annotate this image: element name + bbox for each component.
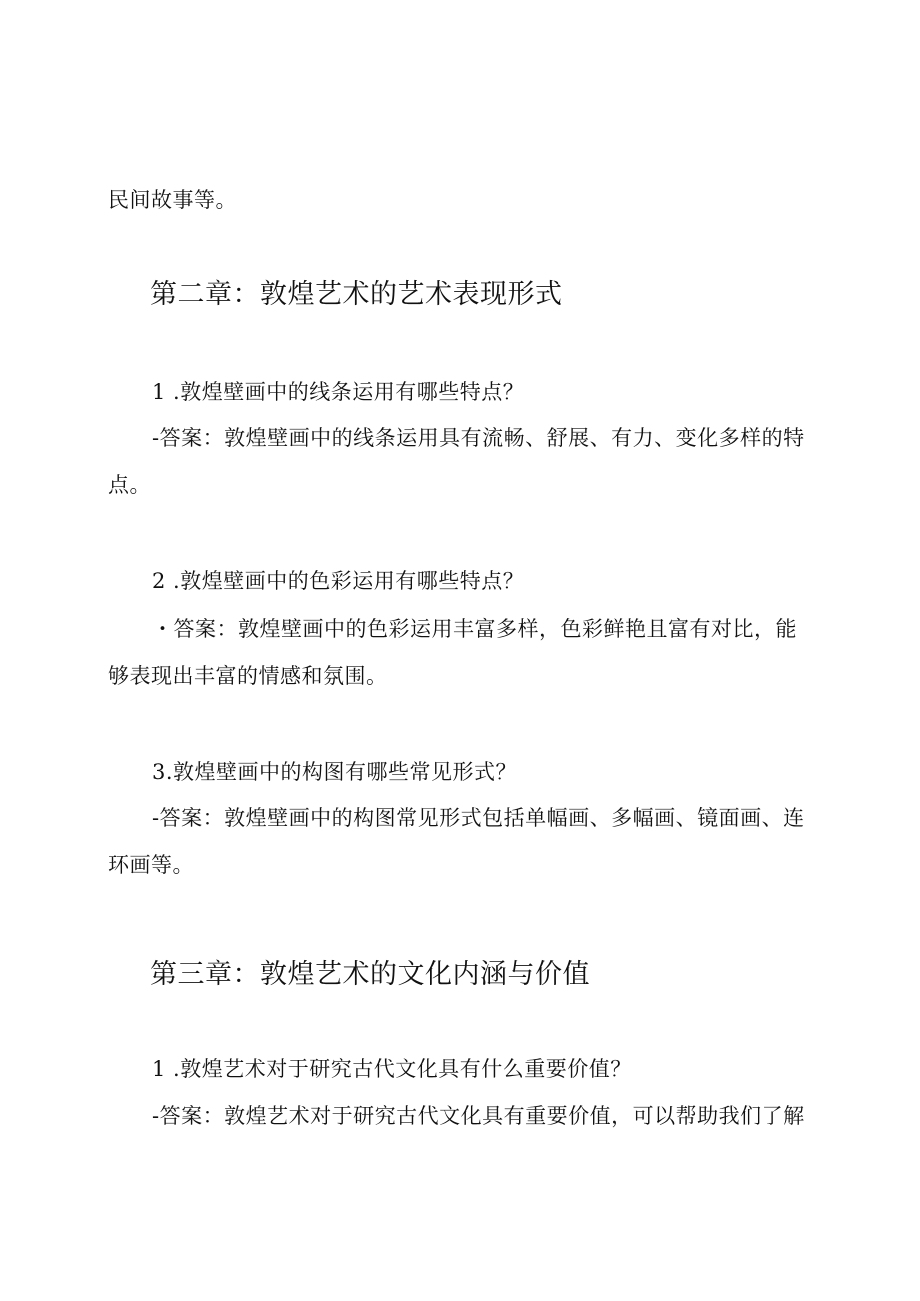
answer-line: -答案：敦煌艺术对于研究古代文化具有重要价值，可以帮助我们了解 — [152, 1104, 805, 1128]
chapter-2-question-3: 3.敦煌壁画中的构图有哪些常见形式？ — [152, 760, 518, 784]
answer-line: -答案：敦煌壁画中的线条运用具有流畅、舒展、有力、变化多样的特 — [152, 426, 805, 450]
intro-tail-text: 民间故事等。 — [108, 188, 237, 212]
chapter-2-answer-2 — [108, 613, 808, 690]
chapter-2-question-2: 2 .敦煌壁画中的色彩运用有哪些特点？ — [152, 569, 525, 593]
answer-line: -答案：敦煌壁画中的构图常见形式包括单幅画、多幅画、镜面画、连 — [152, 806, 805, 830]
chapter-3-title: 第三章：敦煌艺术的文化内涵与价值 — [150, 959, 590, 990]
chapter-2-answer-1 — [108, 422, 808, 499]
answer-line: 环画等。 — [108, 853, 194, 877]
answer-line: 够表现出丰富的情感和氛围。 — [108, 664, 388, 688]
answer-line: 点。 — [108, 473, 151, 497]
chapter-3-question-1: 1 .敦煌艺术对于研究古代文化具有什么重要价值？ — [152, 1057, 632, 1081]
chapter-2-title: 第二章：敦煌艺术的艺术表现形式 — [150, 279, 563, 310]
chapter-3-answer-1 — [108, 1100, 808, 1130]
chapter-2-answer-3 — [108, 802, 808, 879]
answer-line: ・答案：敦煌壁画中的色彩运用丰富多样，色彩鲜艳且富有对比，能 — [152, 617, 797, 641]
chapter-2-question-1: 1 .敦煌壁画中的线条运用有哪些特点？ — [152, 380, 525, 404]
